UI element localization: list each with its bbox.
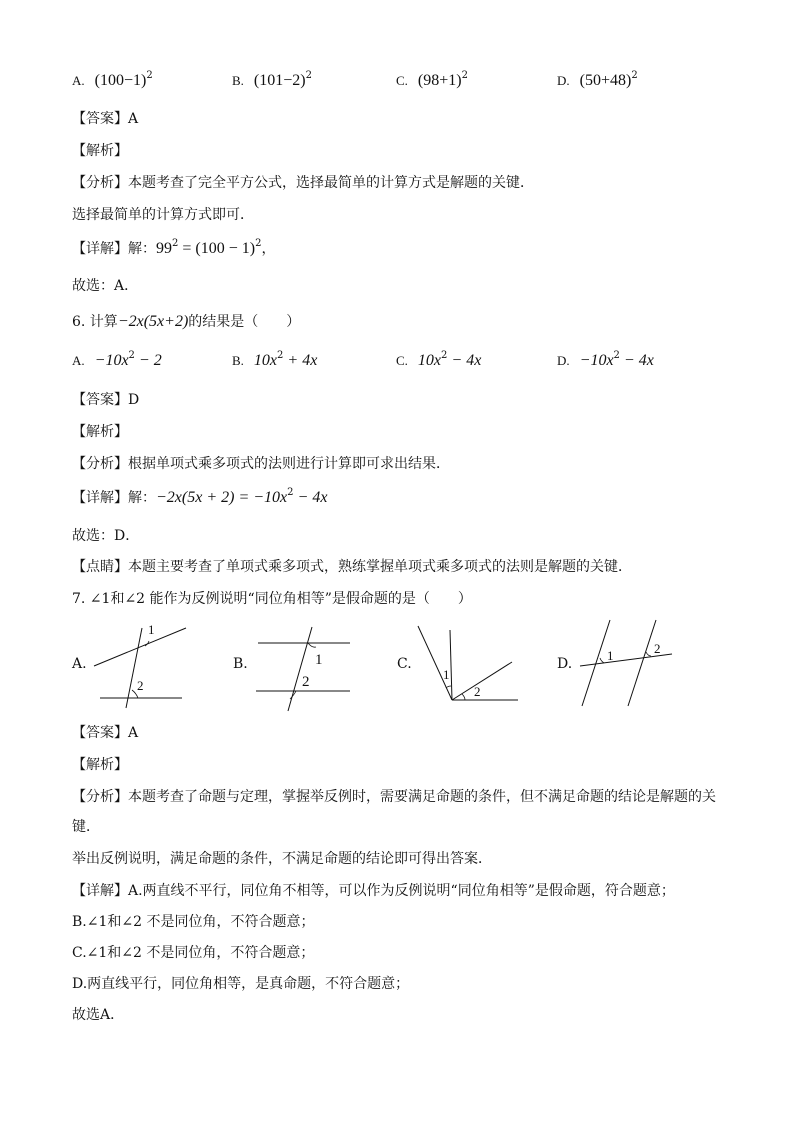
q6-option-b: B. $10x^2 + 4x$ — [232, 350, 318, 369]
fig-c-ray-left — [418, 626, 452, 700]
q7-figure-b — [252, 625, 357, 715]
q7-figure-b-label: B. — [233, 656, 248, 672]
q6-option-d: D. $-10x^2 - 4x$ — [557, 350, 654, 369]
fig-d-arc-2 — [646, 652, 651, 656]
q6-analysis-tag: 【解析】 — [72, 424, 128, 440]
fig-d-line-right — [628, 620, 656, 706]
fig-b-angle-2: 2 — [302, 674, 310, 690]
fig-d-arc-1 — [600, 658, 604, 663]
fig-a-transversal — [126, 628, 142, 708]
q7-fenxi-line1: 【分析】本题考查了命题与定理，掌握举反例时，需要满足命题的条件，但不满足命题的结论是解题的关 — [72, 789, 716, 805]
q6-fenxi: 【分析】根据单项式乘多项式的法则进行计算即可求出结果． — [72, 456, 450, 472]
q6-option-c: C. $10x^2 - 4x$ — [396, 350, 482, 369]
fig-b-transversal — [288, 627, 312, 711]
q5-option-a: A. $(100-1)^2$ — [72, 70, 153, 89]
fig-a-line-upper — [94, 628, 186, 666]
q7-figure-d — [576, 618, 680, 710]
q7-detail: 【详解】A.两直线不平行，同位角不相等，可以作为反例说明“同位角相等”是假命题，符合题意； — [72, 883, 675, 899]
q7-figure-c-label: C. — [397, 656, 412, 672]
q7-figure-a-label: A. — [72, 656, 87, 672]
q7-c-line: C.∠1和∠2 不是同位角，不符合题意； — [72, 945, 315, 961]
fig-c-arc-1 — [446, 686, 451, 688]
q7-b-line: B.∠1和∠2 不是同位角，不符合题意； — [72, 914, 315, 930]
q5-detail: 【详解】解：$99^2 = (100 - 1)^2$， — [72, 238, 276, 257]
fig-b-arc-1 — [308, 643, 316, 647]
fig-d-angle-2: 2 — [654, 641, 661, 656]
fig-d-angle-1: 1 — [607, 648, 614, 663]
q5-option-b: B. $(101-2)^2$ — [232, 70, 312, 89]
q7-stem: 7. ∠1和∠2 能作为反例说明“同位角相等”是假命题的是（ ） — [72, 591, 472, 607]
q5-option-d-expr: (50+48) — [579, 72, 632, 89]
q5-option-c: C. $(98+1)^2$ — [396, 70, 468, 89]
q5-option-c-expr: (98+1) — [417, 72, 462, 89]
fig-c-arc-2 — [462, 694, 465, 700]
q5-fenxi2: 选择最简单的计算方式即可． — [72, 207, 254, 223]
q7-analysis-tag: 【解析】 — [72, 757, 128, 773]
fig-a-angle-1: 1 — [148, 622, 155, 637]
q5-analysis-tag: 【解析】 — [72, 143, 128, 159]
q5-option-d: D. $(50+48)^2$ — [557, 70, 638, 89]
q6-detail: 【详解】解：$-2x(5x + 2) = -10x^2 - 4x$ — [72, 487, 328, 506]
q7-fenxi2: 举出反例说明，满足命题的条件，不满足命题的结论即可得出答案． — [72, 851, 492, 867]
q7-figure-d-label: D. — [557, 656, 573, 672]
q7-figure-c — [414, 624, 524, 706]
q5-answer: 【答案】A — [72, 111, 139, 127]
q5-option-a-expr: (100−1) — [94, 72, 147, 89]
fig-c-angle-1: 1 — [443, 667, 450, 682]
fig-b-angle-1: 1 — [315, 652, 323, 668]
q6-answer: 【答案】D — [72, 392, 140, 408]
fig-c-ray-diagonal — [452, 662, 512, 700]
fig-c-angle-2: 2 — [474, 684, 481, 699]
q7-conclusion: 故选A． — [72, 1007, 125, 1023]
q6-conclusion: 故选：D． — [72, 528, 140, 544]
q6-option-a: A. $-10x^2 - 2$ — [72, 350, 162, 369]
q5-conclusion: 故选：A． — [72, 278, 139, 294]
q7-figure-a — [90, 620, 200, 710]
fig-a-angle-2: 2 — [137, 678, 144, 693]
q5-fenxi: 【分析】本题考查了完全平方公式，选择最简单的计算方式是解题的关键． — [72, 175, 534, 191]
q6-dianjing: 【点睛】本题主要考查了单项式乘多项式，熟练掌握单项式乘多项式的法则是解题的关键． — [72, 559, 632, 575]
q7-d-line: D.两直线平行，同位角相等，是真命题，不符合题意； — [72, 976, 410, 992]
q7-answer: 【答案】A — [72, 725, 139, 741]
q7-fenxi-line2: 键． — [72, 819, 100, 835]
fig-c-ray-vertical — [450, 630, 452, 700]
q6-stem: 6. 计算−2x(5x+2)的结果是（ ） — [72, 313, 301, 330]
q5-option-b-expr: (101−2) — [253, 72, 306, 89]
